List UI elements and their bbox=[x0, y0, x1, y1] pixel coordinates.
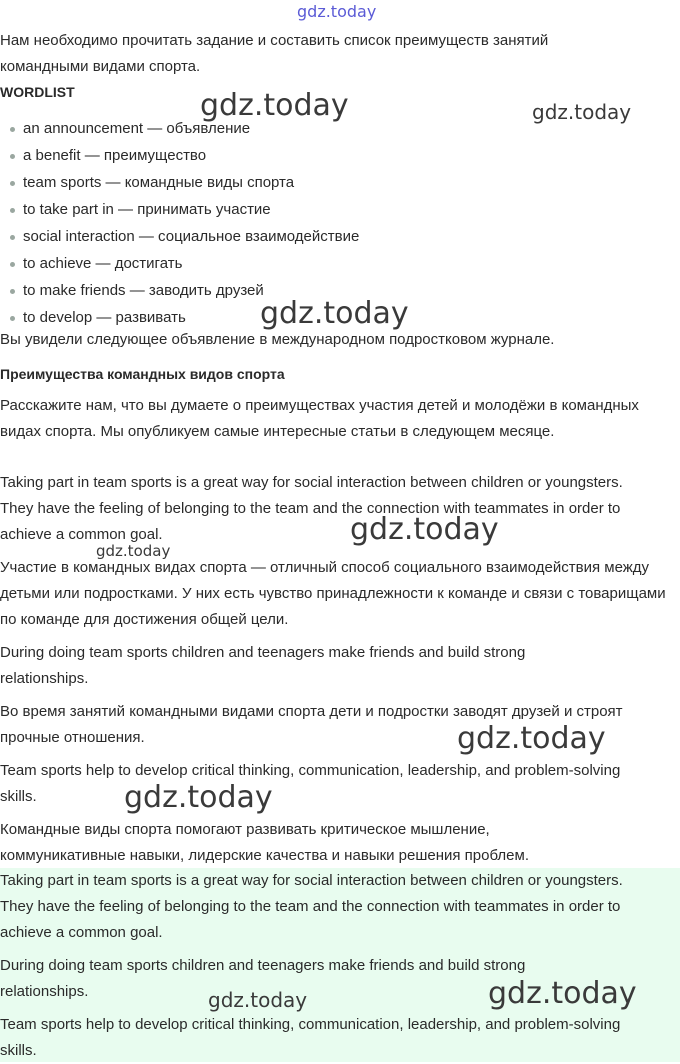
wordlist-item: team sports — командные виды спорта bbox=[10, 173, 294, 193]
saw-ad-text: Вы увидели следующее объявление в международном подростковом журнале. bbox=[0, 331, 555, 348]
intro-text: Нам необходимо прочитать задание и составить список преимуществ занятий командными видами спорта. bbox=[0, 32, 549, 75]
bullet-icon bbox=[10, 154, 15, 159]
watermark: gdz.today bbox=[200, 88, 349, 123]
wordlist-item: social interaction — социальное взаимодействие bbox=[10, 227, 359, 247]
answer-p3: Team sports help to develop critical thinking, communication, leadership, and problem-solving skills. bbox=[0, 1016, 621, 1059]
watermark: gdz.today bbox=[124, 780, 273, 815]
wordlist-item: an announcement — объявление bbox=[10, 119, 250, 139]
bullet-icon bbox=[10, 316, 15, 321]
answer-p2: During doing team sports children and teenagers make friends and build strong relationships. bbox=[0, 957, 526, 1000]
para1-ru: Участие в командных видах спорта — отличный способ социального взаимодействия между детьми или подростками. У них есть чувство принадлежности к команде и связи с товарищами по команде для достижения общей цели. bbox=[0, 559, 666, 628]
watermark: gdz.today bbox=[350, 512, 499, 547]
wordlist-item: to achieve — достигать bbox=[10, 254, 182, 274]
watermark: gdz.today bbox=[208, 988, 308, 1012]
bullet-icon bbox=[10, 235, 15, 240]
bullet-icon bbox=[10, 208, 15, 213]
watermark: gdz.today bbox=[488, 976, 637, 1011]
watermark: gdz.today bbox=[457, 721, 606, 756]
ad-text: Расскажите нам, что вы думаете о преимуществах участия детей и молодёжи в командных видах спорта. Мы опубликуем самые интересные статьи в следующем месяце. bbox=[0, 397, 639, 440]
bullet-icon bbox=[10, 181, 15, 186]
para1-en: Taking part in team sports is a great way for social interaction between children or youngsters. They have the feeling of belonging to the team and the connection with teammates in order to achieve a common goal. bbox=[0, 474, 623, 543]
watermark: gdz.today bbox=[532, 100, 632, 124]
para3-ru: Командные виды спорта помогают развивать критическое мышление, коммуникативные навыки, лидерские качества и навыки решения проблем. bbox=[0, 821, 529, 864]
answer-p1: Taking part in team sports is a great way for social interaction between children or youngsters. They have the feeling of belonging to the team and the connection with teammates in order to achieve a common goal. bbox=[0, 872, 623, 941]
bullet-icon bbox=[10, 289, 15, 294]
watermark: gdz.today bbox=[96, 542, 171, 560]
ad-heading: Преимущества командных видов спорта bbox=[0, 366, 285, 382]
para2-ru: Во время занятий командными видами спорта дети и подростки заводят друзей и строят прочные отношения. bbox=[0, 703, 623, 746]
wordlist-item: to develop — развивать bbox=[10, 308, 186, 328]
bullet-icon bbox=[10, 262, 15, 267]
wordlist-item: to make friends — заводить друзей bbox=[10, 281, 264, 301]
wordlist-item: to take part in — принимать участие bbox=[10, 200, 271, 220]
para2-en: During doing team sports children and teenagers make friends and build strong relationships. bbox=[0, 644, 526, 687]
watermark: gdz.today bbox=[297, 2, 377, 21]
bullet-icon bbox=[10, 127, 15, 132]
wordlist-item: a benefit — преимущество bbox=[10, 146, 206, 166]
para3-en: Team sports help to develop critical thinking, communication, leadership, and problem-solving skills. bbox=[0, 762, 621, 805]
wordlist-heading: WORDLIST bbox=[0, 84, 75, 100]
watermark: gdz.today bbox=[260, 296, 409, 331]
